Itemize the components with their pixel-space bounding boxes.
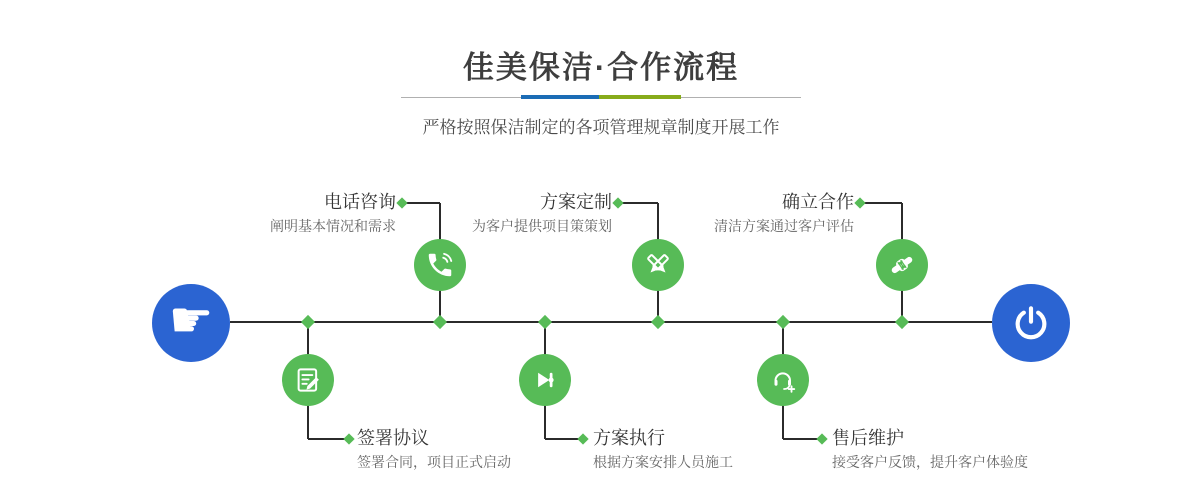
step-title: 售后维护	[832, 428, 904, 448]
step-node-phone-consult	[414, 239, 466, 291]
page-subtitle: 严格按照保洁制定的各项管理规章制度开展工作	[422, 118, 780, 137]
power-icon	[1011, 303, 1051, 343]
crossed-pencils-icon	[643, 250, 673, 280]
label-diamond	[343, 433, 354, 444]
divider-accent	[521, 95, 681, 99]
step-desc: 清洁方案通过客户评估	[714, 218, 854, 234]
label-diamond	[854, 197, 865, 208]
connector-horizontal	[860, 202, 902, 204]
step-title: 签署协议	[357, 428, 429, 448]
divider-blue-segment	[521, 95, 599, 99]
step-node-after-sales	[757, 354, 809, 406]
page-title: 佳美保洁·合作流程	[462, 50, 740, 85]
phone-call-icon	[425, 250, 455, 280]
junction-diamond	[538, 315, 552, 329]
step-title: 方案执行	[593, 428, 665, 448]
step-node-plan-execute	[519, 354, 571, 406]
divider-olive-segment	[599, 95, 681, 99]
step-desc: 接受客户反馈，提升客户体验度	[832, 454, 1028, 470]
contract-pen-icon	[293, 365, 323, 395]
junction-diamond	[301, 315, 315, 329]
step-desc: 为客户提供项目策策划	[472, 218, 612, 234]
timeline	[230, 321, 992, 323]
hand-pointer-icon: ☛	[168, 291, 214, 349]
step-title: 确立合作	[782, 192, 854, 212]
start-node	[152, 284, 230, 362]
step-title: 方案定制	[540, 192, 612, 212]
step-label-establish-coop	[554, 192, 854, 235]
headset-plus-icon	[768, 365, 798, 395]
step-node-establish-coop	[876, 239, 928, 291]
end-node	[992, 284, 1070, 362]
step-desc: 签署合同，项目正式启动	[357, 454, 511, 470]
handshake-icon	[887, 250, 917, 280]
junction-diamond	[433, 315, 447, 329]
junction-diamond	[651, 315, 665, 329]
junction-diamond	[895, 315, 909, 329]
play-next-icon	[530, 365, 560, 395]
step-node-sign-agreement	[282, 354, 334, 406]
junction-diamond	[776, 315, 790, 329]
step-desc: 阐明基本情况和需求	[270, 218, 396, 234]
step-label-after-sales	[832, 428, 1152, 471]
step-title: 电话咨询	[324, 192, 396, 212]
step-desc: 根据方案安排人员施工	[593, 454, 733, 470]
title-divider	[401, 95, 801, 100]
step-node-plan-custom	[632, 239, 684, 291]
